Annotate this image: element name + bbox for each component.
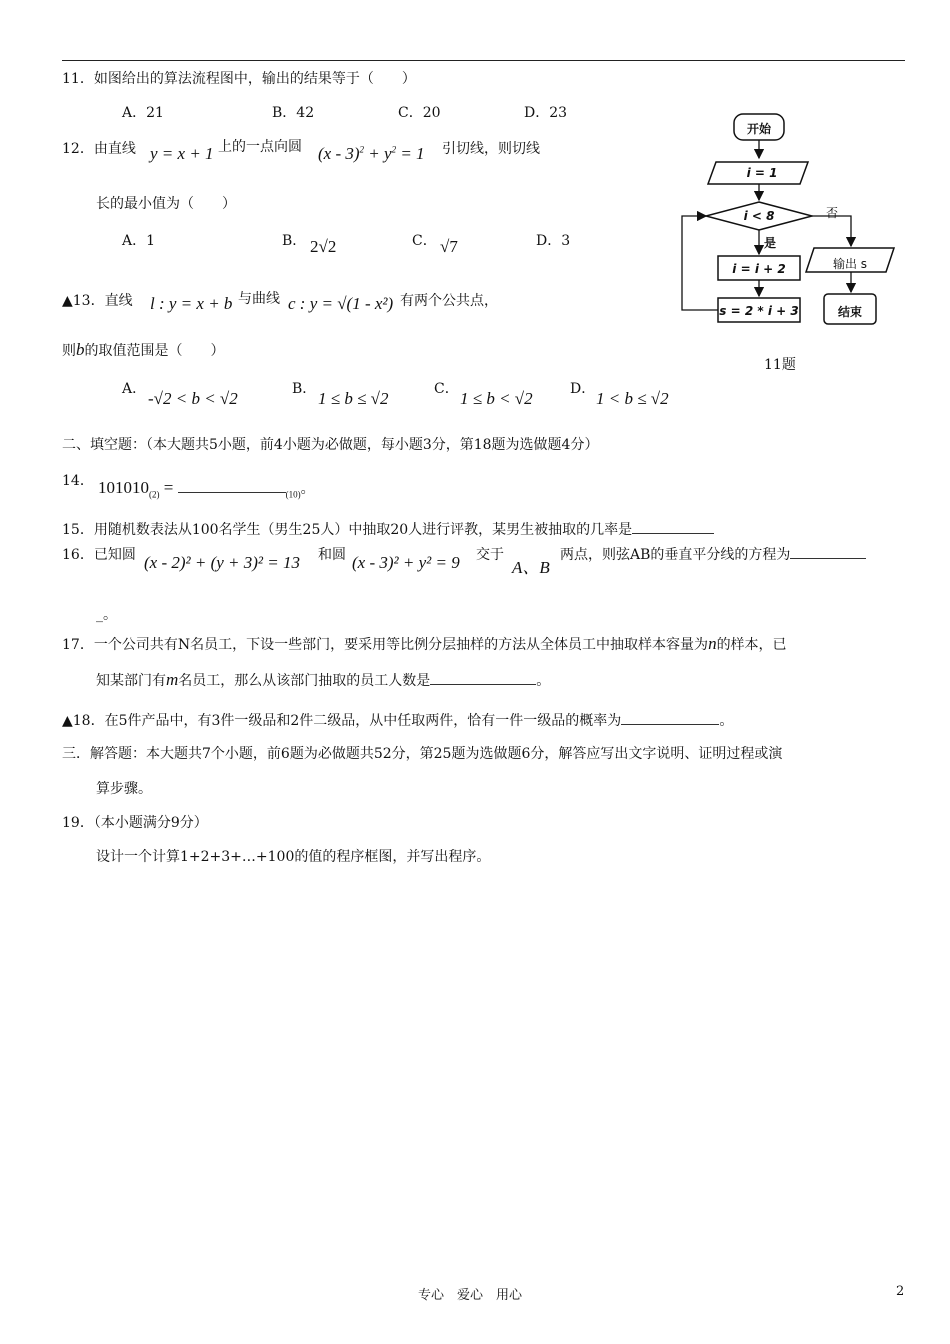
q12-option-b-value: 2√2 [310, 237, 337, 256]
flowchart-no-label: 否 [826, 206, 839, 220]
section3-line2: 算步骤。 [96, 781, 152, 797]
flowchart-condition-label: i < 8 [743, 209, 775, 223]
q12-option-d: D．3 [536, 233, 571, 249]
q12-option-c-value: √7 [440, 237, 458, 256]
q19-label: 19．（本小题满分9分） [62, 815, 208, 831]
q12-prefix: 12．由直线 [62, 141, 136, 157]
q16-circle1: (x - 2)² + (y + 3)² = 13 [144, 553, 301, 572]
flowchart-step1-label: i = i + 2 [732, 262, 786, 276]
q18-text: ▲18．在5件产品中，有3件一级品和2件二级品，从中任取两件，恰有一件一级品的概率为 。 [62, 713, 734, 729]
q16-mid2: 交于 [476, 547, 504, 563]
page-number: 2 [896, 1284, 905, 1299]
flowchart-output-label: 输出 s [832, 257, 868, 271]
flowchart-end-label: 结束 [837, 305, 862, 319]
q16-circle2: (x - 3)² + y² = 9 [352, 553, 460, 572]
q13-suffix: 有两个公共点， [400, 293, 498, 309]
q13-prefix: ▲13．直线 [62, 293, 133, 309]
section2-heading: 二、填空题：（本大题共5小题，前4小题为必做题，每小题3分，第18题为选做题4分） [62, 437, 599, 453]
q11-option-d: D．23 [524, 105, 568, 121]
q12-mid: 上的一点向圆 [218, 139, 302, 155]
q13-option-c-value: 1 ≤ b < √2 [460, 389, 533, 408]
flowchart-init-label: i = 1 [746, 166, 778, 180]
flowchart-yes-label: 是 [764, 236, 777, 250]
q13-option-b-value: 1 ≤ b ≤ √2 [318, 389, 389, 408]
q15-text: 15．用随机数表法从100名学生（男生25人）中抽取20人进行评教，某男生被抽取的几率是 [62, 519, 714, 539]
q16-points: A、B [512, 558, 550, 577]
q13-mid: 与曲线 [238, 291, 280, 307]
q13-option-a-value: -√2 < b < √2 [148, 389, 238, 408]
flowchart-start-label: 开始 [746, 122, 771, 136]
header-rule [62, 60, 905, 61]
q12-circle-equation: $(x - 3)^2 + y^2 = 1$ [318, 144, 425, 163]
q12-option-a: A．1 [122, 233, 156, 249]
q14-label: 14． [62, 473, 94, 489]
q13-option-c-label: C． [434, 381, 459, 397]
footer-motto: 专心 爱心 用心 [418, 1288, 523, 1303]
q11-stem: 11．如图给出的算法流程图中，输出的结果等于（ ） [62, 71, 416, 87]
q16-suffix: 两点，则弦AB的垂直平分线的方程为 [560, 544, 866, 564]
q12-line-equation: y = x + 1 [150, 144, 214, 163]
q13-option-d-value: 1 < b ≤ √2 [596, 389, 669, 408]
q11-option-c: C．20 [398, 105, 441, 121]
q19-text: 设计一个计算1+2+3+…+100的值的程序框图，并写出程序。 [96, 849, 491, 865]
q17-line2: 知某部门有m名员工，那么从该部门抽取的员工人数是 。 [96, 670, 551, 689]
q13-line-equation: l : y = x + b [150, 294, 233, 313]
q13-line2: 则b的取值范围是（ ） [62, 340, 225, 359]
q13-option-d-label: D． [570, 381, 596, 397]
q16-prefix: 16．已知圆 [62, 547, 136, 563]
flowchart-caption: 11题 [764, 357, 796, 373]
q16-tail: _。 [96, 607, 117, 623]
q16-mid: 和圆 [318, 547, 346, 563]
q13-option-a-label: A． [122, 381, 147, 397]
q11-option-a: A．21 [122, 105, 164, 121]
q13-curve-equation: c : y = √(1 - x²) [288, 294, 394, 313]
q13-option-b-label: B． [292, 381, 317, 397]
section3-line1: 三．解答题：本大题共7个小题，前6题为必做题共52分，第25题为选做题6分，解答应写出文字说明、证明过程或演 [62, 746, 783, 762]
q12-line2: 长的最小值为（ ） [96, 196, 236, 212]
q14-expression: $101010_{(2)} = _{(10)}$。 [98, 478, 315, 500]
q11-option-b: B．42 [272, 105, 315, 121]
q12-option-c-label: C． [412, 233, 437, 249]
q12-suffix: 引切线，则切线 [442, 141, 540, 157]
flowchart-step2-label: s = 2 * i + 3 [719, 304, 799, 318]
q12-option-b-label: B． [282, 233, 307, 249]
q17-line1: 17．一个公司共有N名员工，下设一些部门，要采用等比例分层抽样的方法从全体员工中抽取样本容量为n的样本，已 [62, 634, 787, 653]
